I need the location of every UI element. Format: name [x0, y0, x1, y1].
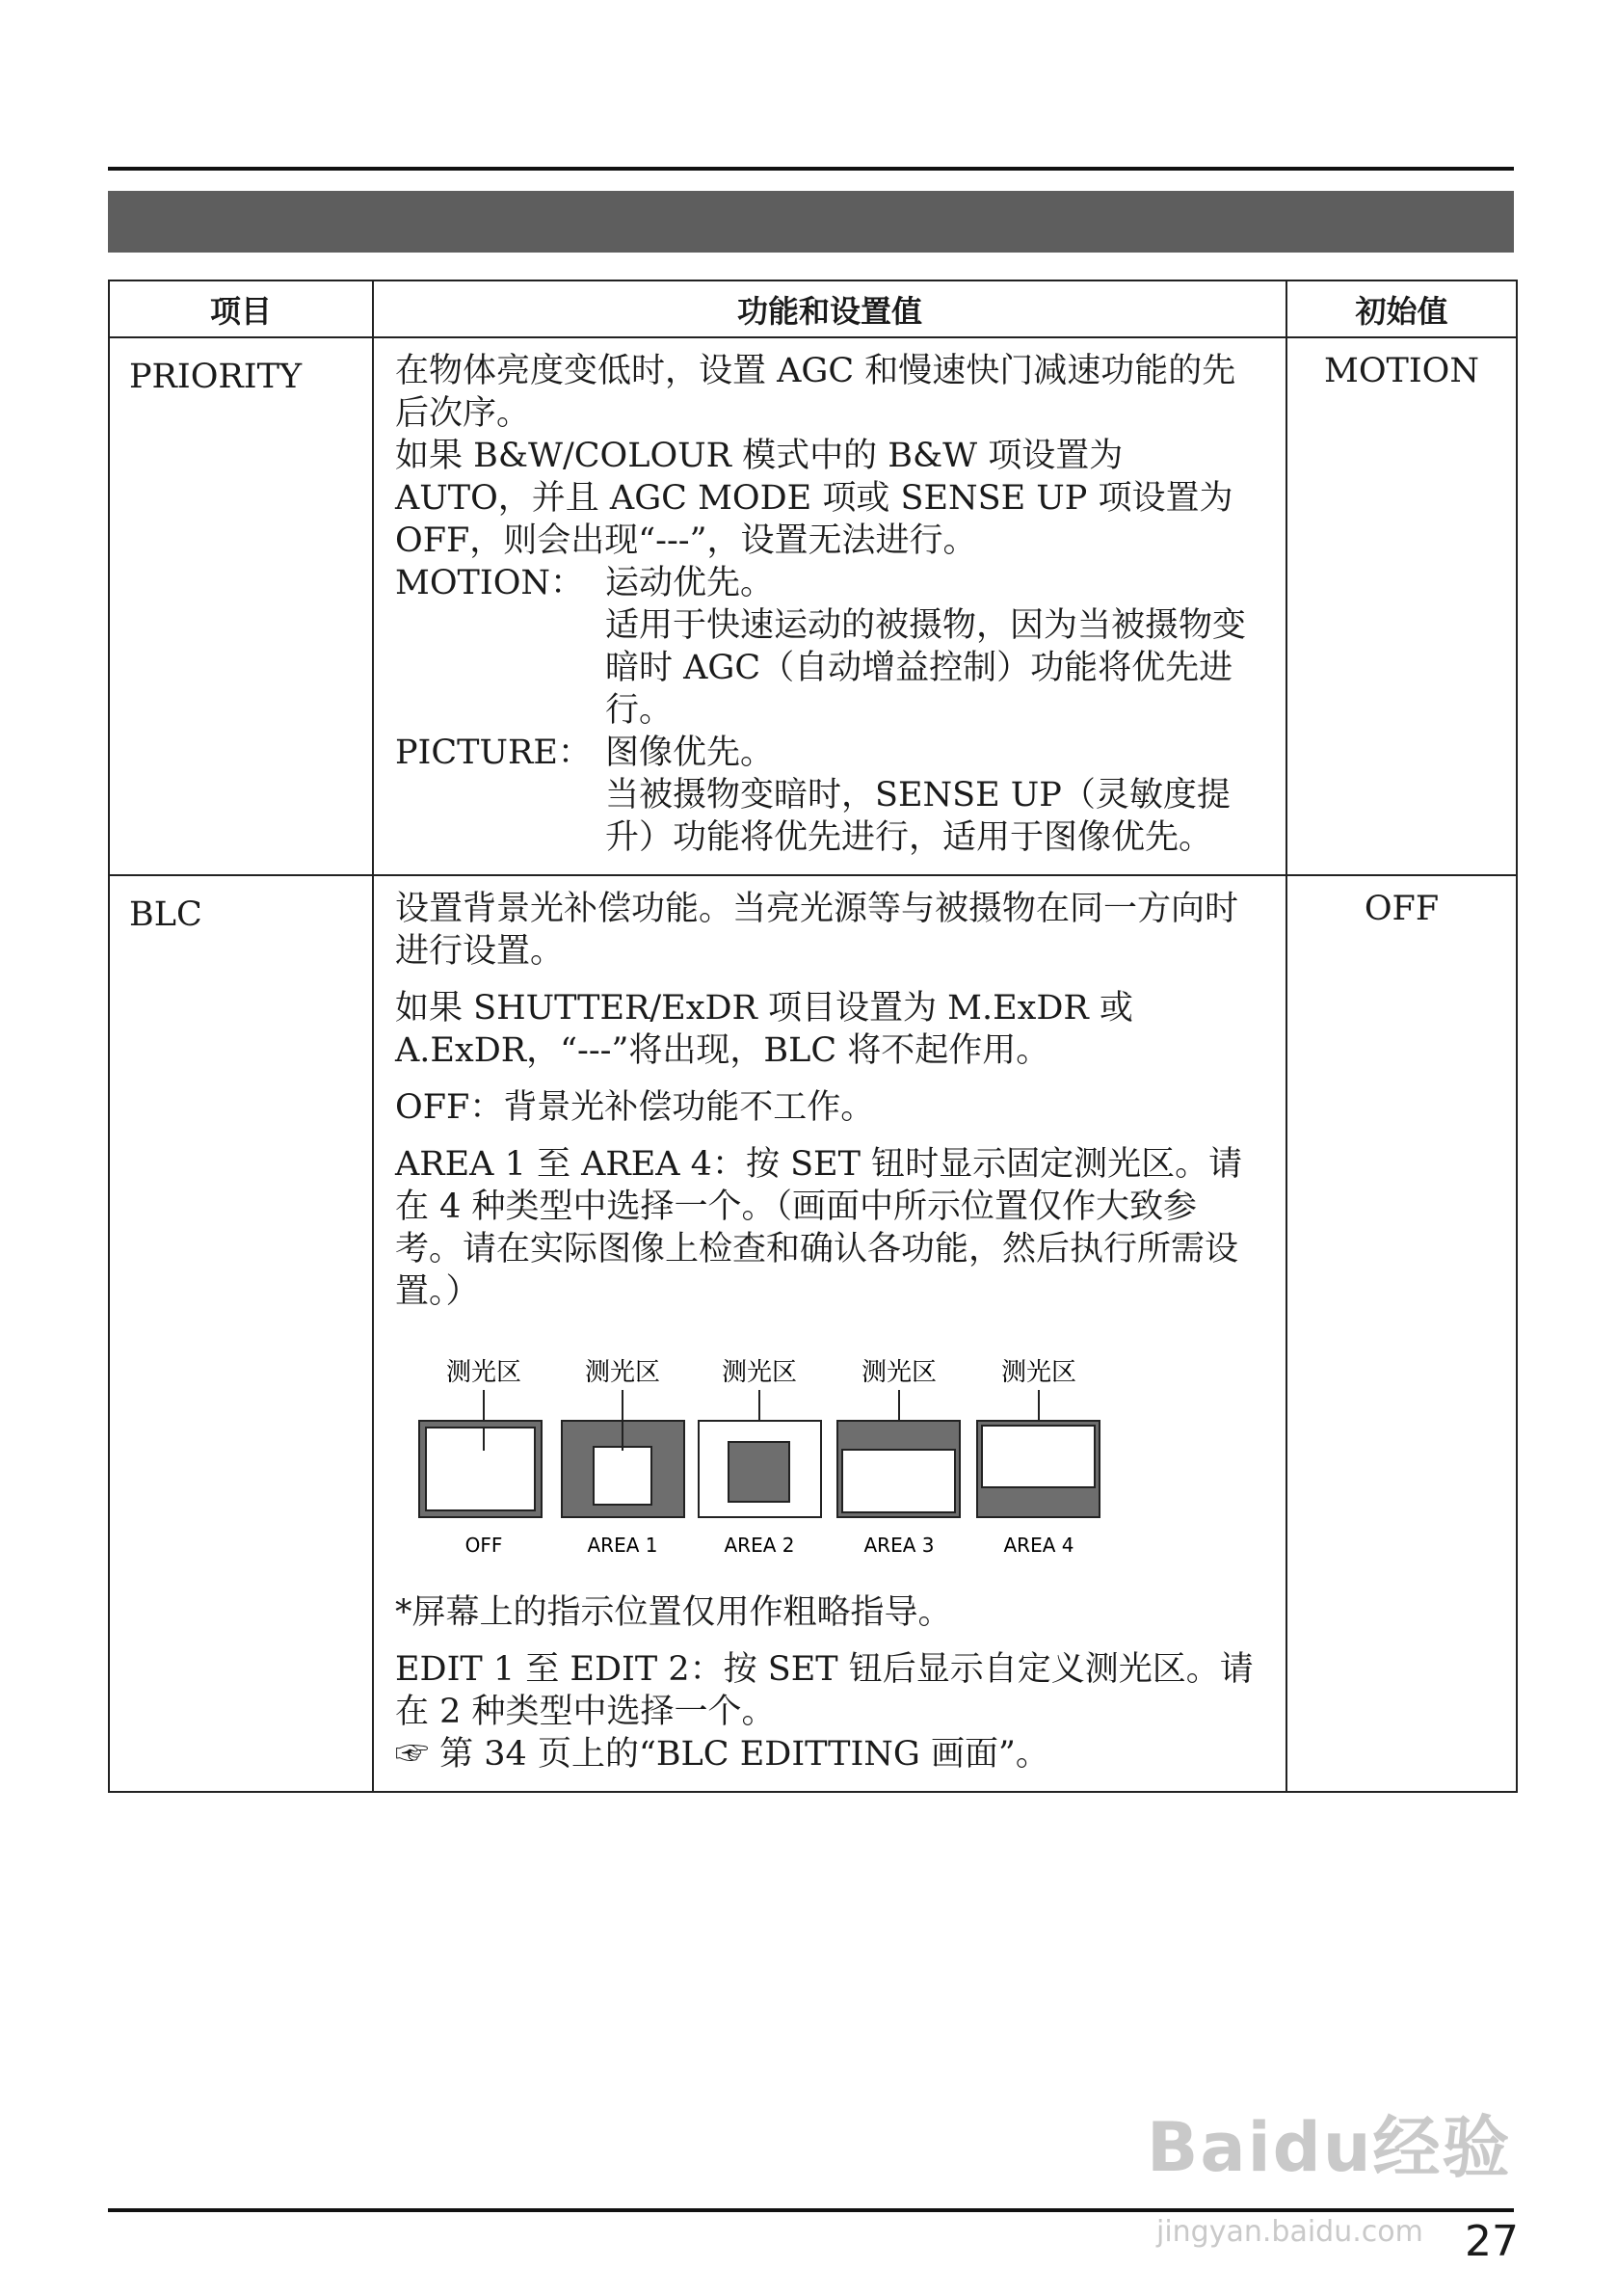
item-priority: PRIORITY	[109, 337, 373, 875]
priority-description: 在物体亮度变低时，设置 AGC 和慢速快门减速功能的先后次序。	[395, 352, 1236, 433]
settings-table	[108, 280, 1518, 1793]
item-blc: BLC	[109, 875, 373, 1792]
initial-priority: MOTION	[1286, 337, 1517, 875]
option-motion-value: 运动优先。	[605, 564, 775, 602]
label-area-4: AREA 4	[1003, 1534, 1074, 1557]
blc-reference	[395, 1733, 1264, 1775]
option-picture-detail: 当被摄物变暗时，SENSE UP（灵敏度提升）功能将优先进行，适用于图像优先。	[605, 776, 1231, 857]
area-1	[562, 1358, 684, 1557]
bottom-rule	[108, 2208, 1514, 2212]
blc-note: 如果 SHUTTER/ExDR 项目设置为 M.ExDR 或A.ExDR，“---”将出现，BLC 将不起作用。	[395, 989, 1133, 1070]
watermark-url: jingyan.baidu.com	[1156, 2215, 1423, 2249]
watermark-logo: Baidu经验	[1147, 2108, 1512, 2187]
option-picture-value: 图像优先。	[605, 734, 775, 772]
area-2	[699, 1358, 821, 1557]
blc-off: OFF：背景光补偿功能不工作。	[395, 1088, 875, 1127]
function-priority	[373, 337, 1286, 875]
page-number: 27	[1465, 2217, 1519, 2266]
area-off	[419, 1358, 542, 1557]
option-picture-key: PICTURE：	[395, 734, 592, 772]
table-row-blc	[109, 875, 1517, 1792]
metering-label: 测光区	[721, 1358, 798, 1387]
header-initial: 初始值	[1286, 280, 1517, 337]
blc-edit: EDIT 1 至 EDIT 2：按 SET 钮后显示自定义测光区。请在 2 种类型中选择一个。	[395, 1650, 1254, 1731]
metering-label: 测光区	[445, 1358, 522, 1387]
blc-footnote: *屏幕上的指示位置仅用作粗略指导。	[395, 1593, 952, 1632]
header-item: 项目	[109, 280, 373, 337]
pointing-hand-icon: ☞	[395, 1735, 430, 1774]
label-area-1: AREA 1	[587, 1534, 658, 1557]
label-area-2: AREA 2	[724, 1534, 795, 1557]
area-3	[837, 1358, 960, 1557]
metering-area-diagram	[395, 1342, 1264, 1577]
section-header-bar	[108, 191, 1514, 253]
option-motion-key: MOTION：	[395, 564, 585, 602]
blc-description: 设置背景光补偿功能。当亮光源等与被摄物在同一方向时进行设置。	[395, 890, 1239, 971]
priority-note: 如果 B&W/COLOUR 模式中的 B&W 项设置为 AUTO，并且 AGC MODE 项或 SENSE UP 项设置为 OFF，则会出现“---”，设置无法进行。	[395, 437, 1233, 560]
option-motion	[395, 562, 1264, 604]
option-motion-detail: 适用于快速运动的被摄物，因为当被摄物变暗时 AGC（自动增益控制）功能将优先进行。	[605, 606, 1247, 730]
metering-label: 测光区	[1000, 1358, 1077, 1387]
area-4	[977, 1358, 1100, 1557]
function-blc	[373, 875, 1286, 1792]
initial-blc: OFF	[1286, 875, 1517, 1792]
label-off: OFF	[464, 1534, 503, 1557]
label-area-3: AREA 3	[863, 1534, 935, 1557]
option-picture	[395, 732, 1264, 774]
header-function: 功能和设置值	[373, 280, 1286, 337]
blc-reference-text: 第 34 页上的“BLC EDITTING 画面”。	[439, 1735, 1049, 1774]
table-header-row	[109, 280, 1517, 337]
top-rule	[108, 167, 1514, 171]
blc-areas: AREA 1 至 AREA 4：按 SET 钮时显示固定测光区。请在 4 种类型中选择一个。（画面中所示位置仅作大致参考。请在实际图像上检查和确认各功能，然后执行所需设置。）	[395, 1145, 1243, 1311]
metering-label: 测光区	[584, 1358, 661, 1387]
table-row-priority	[109, 337, 1517, 875]
metering-label: 测光区	[861, 1358, 938, 1387]
